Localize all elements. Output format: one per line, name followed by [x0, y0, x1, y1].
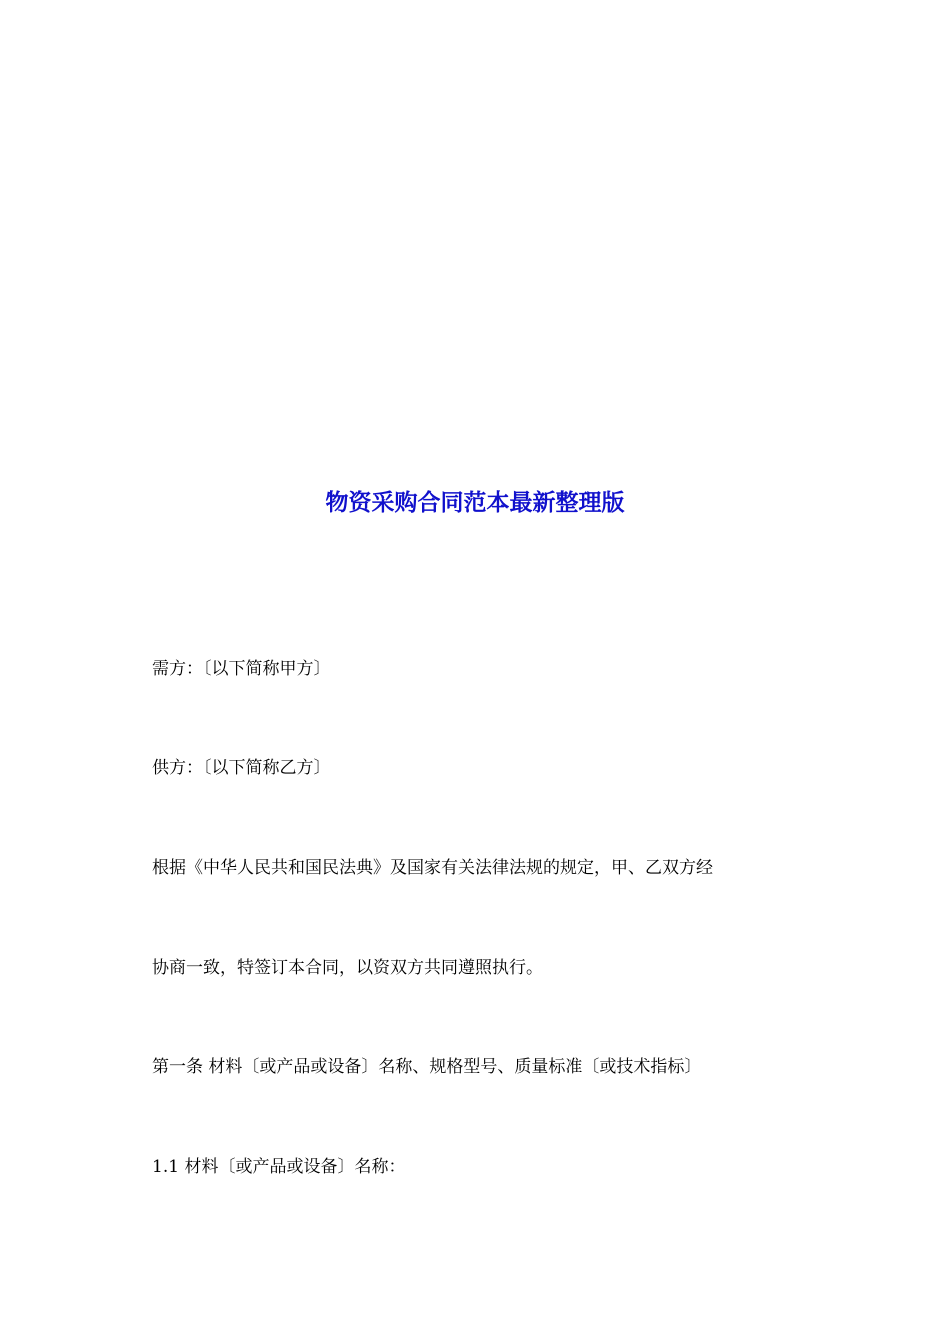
- paragraph-supplier: 供方：〔以下简称乙方〕: [152, 758, 331, 778]
- paragraph-clause-1-1: 1.1 材料〔或产品或设备〕名称：: [152, 1157, 406, 1177]
- paragraph-agreement: 协商一致，特签订本合同，以资双方共同遵照执行。: [152, 958, 543, 978]
- paragraph-article-one: 第一条 材料〔或产品或设备〕名称、规格型号、质量标准〔或技术指标〕: [152, 1057, 702, 1077]
- paragraph-legal-basis: 根据《中华人民共和国民法典》及国家有关法律法规的规定，甲、乙双方经: [152, 858, 713, 878]
- document-title: 物资采购合同范本最新整理版: [325, 489, 625, 516]
- paragraph-buyer: 需方：〔以下简称甲方〕: [152, 659, 331, 679]
